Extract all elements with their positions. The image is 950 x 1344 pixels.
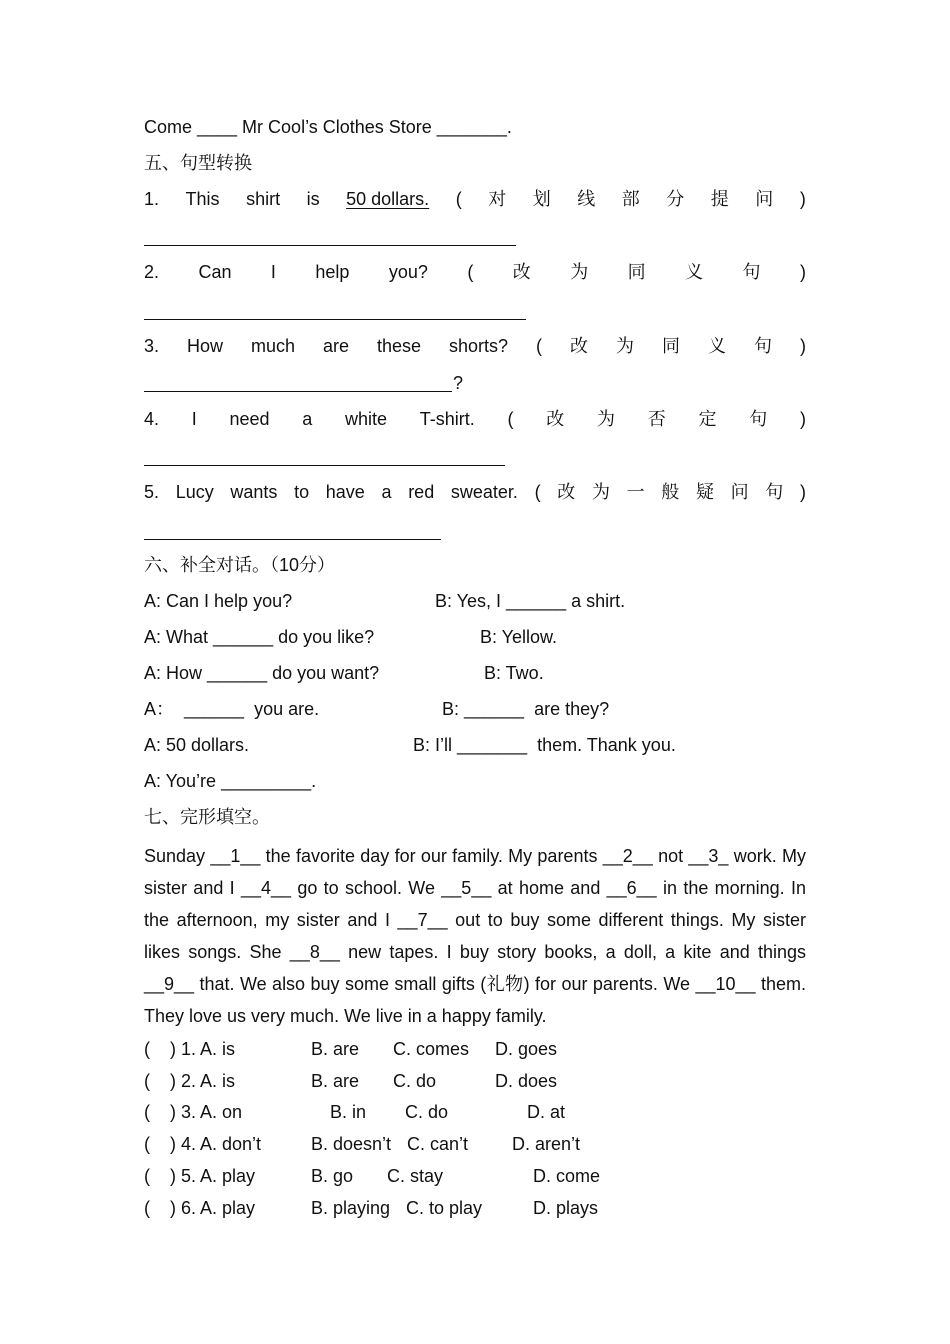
question-3-c: C. do xyxy=(405,1102,449,1122)
answer-line-1[interactable] xyxy=(144,245,516,246)
question-1-c: C. comes xyxy=(393,1039,470,1059)
question-4-b: B. doesn’t xyxy=(311,1134,392,1154)
question-2-b: B. are xyxy=(311,1071,360,1091)
answer-line-2[interactable] xyxy=(144,319,526,320)
underlined-phrase: 50 dollars. xyxy=(346,189,430,209)
question-5: ( ) 5. A. play xyxy=(144,1166,256,1186)
answer-line-3[interactable] xyxy=(144,391,452,392)
question-4: ( ) 4. A. don’t xyxy=(144,1134,262,1154)
store-sentence: Come ____ Mr Cool’s Clothes Store _______. xyxy=(144,117,512,137)
dialog-a-4: A： ______ you are. xyxy=(144,699,320,719)
dialog-a-6: A: You’re _________. xyxy=(144,771,317,791)
dialog-a-1: A: Can I help you? xyxy=(144,591,293,611)
question-2-c: C. do xyxy=(393,1071,437,1091)
question-3-d: D. at xyxy=(527,1102,566,1122)
dialog-b-5: B: I’ll _______ them. Thank you. xyxy=(413,735,676,755)
dialog-b-3: B: Two. xyxy=(484,663,544,683)
section-5-heading: 五、句型转换 xyxy=(144,153,252,173)
question-4-c: C. can’t xyxy=(407,1134,469,1154)
answer-line-4[interactable] xyxy=(144,465,505,466)
question-2-d: D. does xyxy=(495,1071,558,1091)
question-1-b: B. are xyxy=(311,1039,360,1059)
question-6-b: B. playing xyxy=(311,1198,391,1218)
cloze-passage: Sunday __1__ the favorite day for our family. My parents __2__ not __3_ work. My sister and I __4__ go to school. We __5__ at home and __6__ in the morning. In the afternoon, my sister and I __7__ out to buy some different things. My sister likes songs. She __8__ new tapes. I buy story books, a doll, a kite and things __9__ that. We also buy some small gifts (礼物) for our parents. We __10__ them. They love us very much. We live in a happy family. xyxy=(144,846,806,1026)
dialog-a-3: A: How ______ do you want? xyxy=(144,663,380,683)
answer-line-3-qmark: ? xyxy=(453,373,464,393)
question-5-d: D. come xyxy=(533,1166,601,1186)
question-3-b: B. in xyxy=(330,1102,367,1122)
transform-item-4: 4. I need a white T-shirt. ( 改 为 否 定 句 ) xyxy=(144,409,806,429)
transform-item-2: 2. Can I help you? ( 改 为 同 义 句 ) xyxy=(144,262,806,282)
question-5-c: C. stay xyxy=(387,1166,444,1186)
dialog-b-2: B: Yellow. xyxy=(480,627,558,647)
question-3: ( ) 3. A. on xyxy=(144,1102,243,1122)
question-5-b: B. go xyxy=(311,1166,354,1186)
dialog-a-2: A: What ______ do you like? xyxy=(144,627,375,647)
answer-line-5[interactable] xyxy=(144,539,441,540)
dialog-b-4: B: ______ are they? xyxy=(442,699,610,719)
transform-item-1: 1. This shirt is 50 dollars. ( 对 划 线 部 分 提 问 ) xyxy=(144,189,806,209)
dialog-b-1: B: Yes, I ______ a shirt. xyxy=(435,591,626,611)
question-6: ( ) 6. A. play xyxy=(144,1198,256,1218)
question-1-d: D. goes xyxy=(495,1039,558,1059)
question-6-d: D. plays xyxy=(533,1198,599,1218)
question-6-c: C. to play xyxy=(406,1198,483,1218)
transform-item-3: 3. How much are these shorts? ( 改 为 同 义 句 ) xyxy=(144,336,806,356)
question-2: ( ) 2. A. is xyxy=(144,1071,236,1091)
section-6-heading: 六、补全对话。（10分） xyxy=(144,555,336,575)
dialog-a-5: A: 50 dollars. xyxy=(144,735,250,755)
transform-item-5: 5. Lucy wants to have a red sweater. ( 改 为 一 般 疑 问 句 ) xyxy=(144,482,806,502)
question-4-d: D. aren’t xyxy=(512,1134,581,1154)
question-1: ( ) 1. A. is xyxy=(144,1039,236,1059)
section-7-heading: 七、完形填空。 xyxy=(144,807,270,827)
